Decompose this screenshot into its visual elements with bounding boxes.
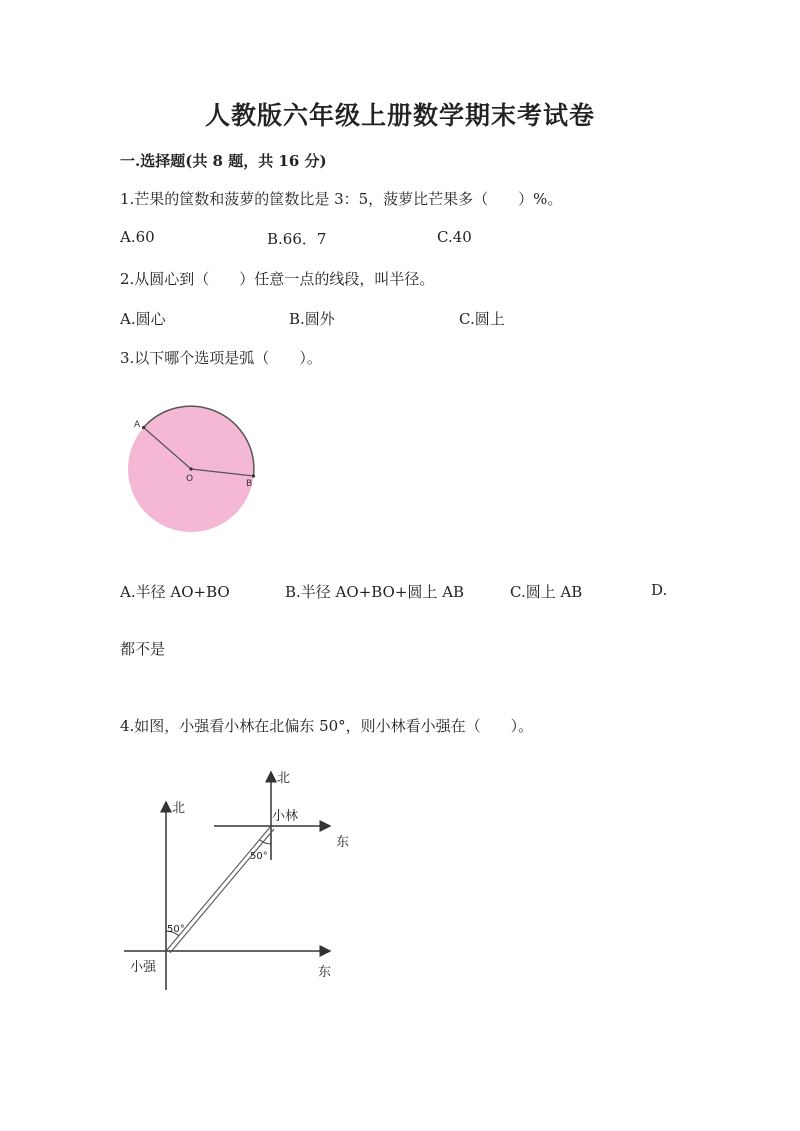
page-title: 人教版六年级上册数学期末考试卷 — [204, 101, 595, 130]
label-north-top: 北 — [277, 771, 291, 786]
sight-line-2 — [170, 829, 274, 953]
question-4-text: 4.如图，小强看小林在北偏东 50°，则小林看小强在（ ）。 — [120, 717, 534, 735]
section-heading: 一.选择题(共 8 题，共 16 分) — [120, 152, 327, 170]
label-b: B — [246, 479, 253, 489]
point-a — [142, 426, 145, 429]
label-east-bottom: 东 — [318, 965, 332, 980]
question-1-text: 1.芒果的筐数和菠萝的筐数比是 3：5，菠萝比芒果多（ ）%。 — [120, 190, 563, 208]
question-3-option-b[interactable]: B.半径 AO+BO+圆上 AB — [285, 583, 465, 601]
point-b — [252, 474, 255, 477]
circle-figure — [120, 400, 270, 540]
label-angle-top: 50° — [250, 851, 268, 862]
label-o: O — [186, 474, 194, 484]
question-3-option-a[interactable]: A.半径 AO+BO — [120, 583, 230, 601]
label-xiaolin: 小林 — [272, 809, 299, 824]
point-o — [189, 467, 192, 470]
question-3-option-c[interactable]: C.圆上 AB — [510, 583, 583, 601]
question-1-option-c[interactable]: C.40 — [437, 228, 472, 246]
label-north-left: 北 — [172, 801, 186, 816]
question-1-option-a[interactable]: A.60 — [120, 228, 155, 246]
label-angle-bottom: 50° — [167, 924, 185, 935]
direction-figure — [110, 760, 370, 1000]
question-2-option-b[interactable]: B.圆外 — [289, 310, 335, 328]
label-xiaoqiang: 小强 — [130, 960, 157, 975]
question-3-option-d-continued: 都不是 — [120, 640, 166, 658]
label-a: A — [134, 420, 141, 430]
question-2-text: 2.从圆心到（ ）任意一点的线段，叫半径。 — [120, 270, 435, 288]
question-2-option-a[interactable]: A.圆心 — [120, 310, 166, 328]
question-2-option-c[interactable]: C.圆上 — [459, 310, 505, 328]
question-3-option-d[interactable]: D. — [651, 581, 668, 599]
question-1-option-b[interactable]: B.66．7 — [267, 230, 327, 248]
question-3-text: 3.以下哪个选项是弧（ ）。 — [120, 349, 322, 367]
label-east-top: 东 — [336, 835, 350, 850]
